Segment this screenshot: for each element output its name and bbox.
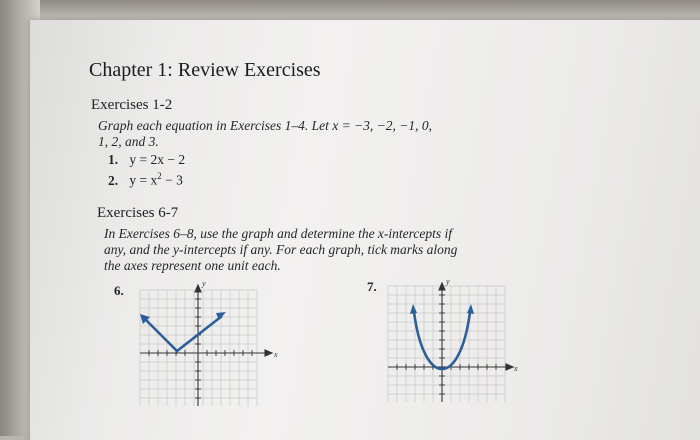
instruction-line: 1, 2, and 3. bbox=[98, 134, 159, 149]
x-axis-label: x bbox=[274, 350, 278, 359]
exercise-2 bbox=[108, 171, 183, 189]
y-axis-label: y bbox=[202, 279, 206, 288]
screen-bezel-top bbox=[0, 0, 700, 22]
exercise-equation-suffix: − 3 bbox=[161, 172, 183, 188]
textbook-page bbox=[30, 20, 700, 440]
curve-arrow-left bbox=[410, 304, 417, 314]
exercise-equation: y = x bbox=[129, 172, 158, 188]
axes bbox=[388, 283, 513, 402]
x-axis-label: x bbox=[514, 364, 518, 373]
y-axis-label: y bbox=[446, 277, 450, 286]
axis-ticks bbox=[149, 299, 252, 398]
exercise-number: 1. bbox=[108, 152, 119, 167]
figure-7-graph bbox=[380, 278, 520, 403]
figure-6-graph bbox=[130, 279, 280, 407]
instruction-line: any, and the y-intercepts if any. For each graph, tick marks along bbox=[104, 242, 458, 257]
section-heading-exercises-1-2: Exercises 1-2 bbox=[91, 97, 173, 113]
graph-curve bbox=[144, 316, 222, 351]
grid bbox=[388, 286, 505, 402]
section-heading-exercises-6-7: Exercises 6-7 bbox=[97, 205, 179, 221]
instruction-line: the axes represent one unit each. bbox=[104, 258, 281, 273]
exercise-1 bbox=[108, 152, 185, 168]
exercise-equation: y = 2x − 2 bbox=[129, 152, 186, 167]
exercise-number: 2. bbox=[108, 172, 119, 188]
curve-arrow-right bbox=[467, 304, 474, 314]
instruction-line: In Exercises 6–8, use the graph and determine the x-intercepts if bbox=[104, 226, 453, 241]
exponent: 2 bbox=[157, 171, 162, 181]
instructions-graph-equations bbox=[98, 118, 432, 150]
axes bbox=[140, 285, 272, 406]
instructions-intercepts bbox=[104, 226, 457, 274]
figure-7-number: 7. bbox=[367, 279, 377, 294]
page-title: Chapter 1: Review Exercises bbox=[89, 59, 321, 81]
figure-6-number: 6. bbox=[114, 283, 124, 298]
instruction-line: Graph each equation in Exercises 1–4. Let x = −3, −2, −1, 0, bbox=[98, 118, 433, 133]
